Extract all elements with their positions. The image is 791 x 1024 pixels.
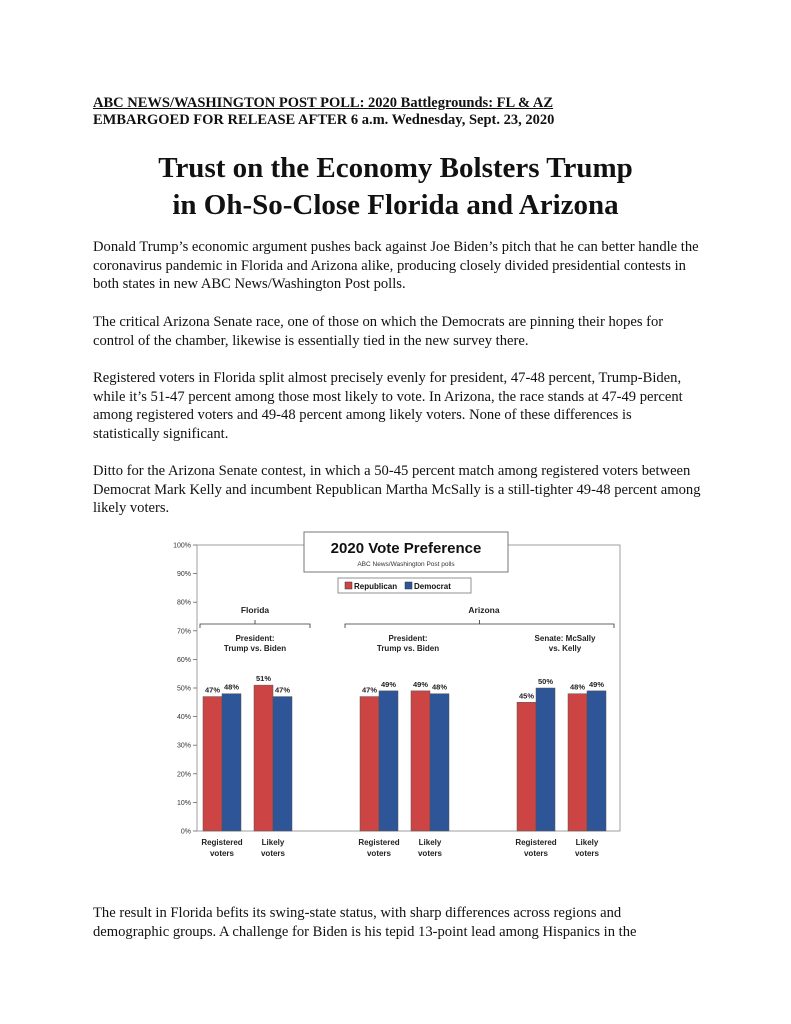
bar-democrat [430, 694, 449, 831]
legend-swatch-democrat [405, 582, 412, 589]
bar-democrat [222, 694, 241, 831]
y-tick-label: 70% [176, 628, 191, 636]
bar-value-label: 48% [223, 682, 240, 692]
bar-value-label: 47% [361, 685, 378, 695]
state-label-florida: Florida [240, 605, 270, 615]
category-label: Likely [261, 838, 285, 847]
embargo-notice: EMBARGOED FOR RELEASE AFTER 6 a.m. Wednesday, Sept. 23, 2020 [93, 112, 555, 128]
y-tick-label: 60% [176, 656, 191, 664]
bar-value-label: 45% [518, 691, 535, 701]
bar-republican [360, 697, 379, 831]
bar-democrat [273, 697, 292, 831]
bar-value-label: 48% [569, 682, 586, 692]
category-label: Registered [201, 838, 243, 847]
legend-label-democrat: Democrat [414, 582, 451, 591]
legend-swatch-republican [345, 582, 352, 589]
group-label: President: [235, 634, 275, 643]
group-label: Trump vs. Biden [223, 644, 287, 653]
state-label-arizona: Arizona [468, 605, 500, 615]
category-label: voters [417, 849, 443, 858]
chart-title: 2020 Vote Preference [330, 540, 482, 557]
bar-value-label: 47% [204, 685, 221, 695]
y-tick-label: 10% [176, 799, 191, 807]
category-label: voters [260, 849, 286, 858]
bar-value-label: 48% [431, 682, 448, 692]
group-label: Trump vs. Biden [376, 644, 440, 653]
bar-value-label: 49% [412, 679, 429, 689]
bar-republican [203, 697, 222, 831]
category-label: voters [366, 849, 392, 858]
y-tick-label: 80% [176, 599, 191, 607]
bar-value-label: 49% [380, 679, 397, 689]
poll-header: ABC NEWS/WASHINGTON POST POLL: 2020 Battlegrounds: FL & AZ [93, 95, 554, 111]
bar-value-label: 47% [274, 685, 291, 695]
category-label: Likely [418, 838, 442, 847]
y-tick-label: 0% [180, 828, 191, 836]
bar-republican [517, 702, 536, 831]
paragraph-1: Donald Trump’s economic argument pushes back against Joe Biden’s pitch that he can better handle the coronavirus pandemic in Florida and Arizona alike, producing closely divided presidential contests in both states in new ABC News/Washington Post polls. [93, 239, 699, 292]
bar-democrat [379, 691, 398, 831]
category-label: voters [574, 849, 600, 858]
y-tick-label: 90% [176, 571, 191, 579]
title-line-1: Trust on the Economy Bolsters Trump [158, 152, 633, 184]
paragraph-4: Ditto for the Arizona Senate contest, in which a 50-45 percent match among registered voters between Democrat Mark Kelly and incumbent Republican Martha McSally is a still-tighter 49-48 percent among likely voters. [93, 463, 701, 516]
bar-republican [411, 691, 430, 831]
category-label: voters [209, 849, 235, 858]
paragraph-3: Registered voters in Florida split almost precisely evenly for president, 47-48 percent, Trump-Biden, while it’s 51-47 percent among those most likely to vote. In Arizona, the race stands at 47-49 percent among registered voters and 49-48 percent among likely voters. None of these differences is statistically significant. [93, 370, 683, 442]
bar-republican [254, 685, 273, 831]
y-tick-label: 30% [176, 742, 191, 750]
y-tick-label: 20% [176, 771, 191, 779]
y-tick-label: 100% [173, 542, 191, 550]
paragraph-2: The critical Arizona Senate race, one of those on which the Democrats are pinning their hopes for control of the chamber, likewise is essentially tied in the new survey there. [93, 314, 664, 349]
category-label: Likely [575, 838, 599, 847]
chart-subtitle: ABC News/Washington Post polls [357, 561, 455, 568]
group-label: vs. Kelly [548, 644, 582, 653]
paragraph-5: The result in Florida befits its swing-state status, with sharp differences across regions and demographic groups. A challenge for Biden is his tepid 13-point lead among Hispanics in the [93, 905, 637, 940]
bar-value-label: 50% [537, 677, 554, 686]
category-label: voters [523, 849, 549, 858]
group-label: Senate: McSally [534, 634, 596, 643]
y-tick-label: 40% [176, 714, 191, 722]
y-tick-label: 50% [176, 685, 191, 693]
category-label: Registered [515, 838, 557, 847]
bar-value-label: 51% [255, 674, 272, 684]
legend-label-republican: Republican [354, 582, 398, 591]
category-label: Registered [358, 838, 400, 847]
bar-republican [568, 694, 587, 831]
bar-democrat [536, 688, 555, 831]
bar-value-label: 49% [588, 679, 605, 689]
group-label: President: [388, 634, 428, 643]
bar-democrat [587, 691, 606, 831]
title-line-2: in Oh-So-Close Florida and Arizona [172, 189, 619, 221]
